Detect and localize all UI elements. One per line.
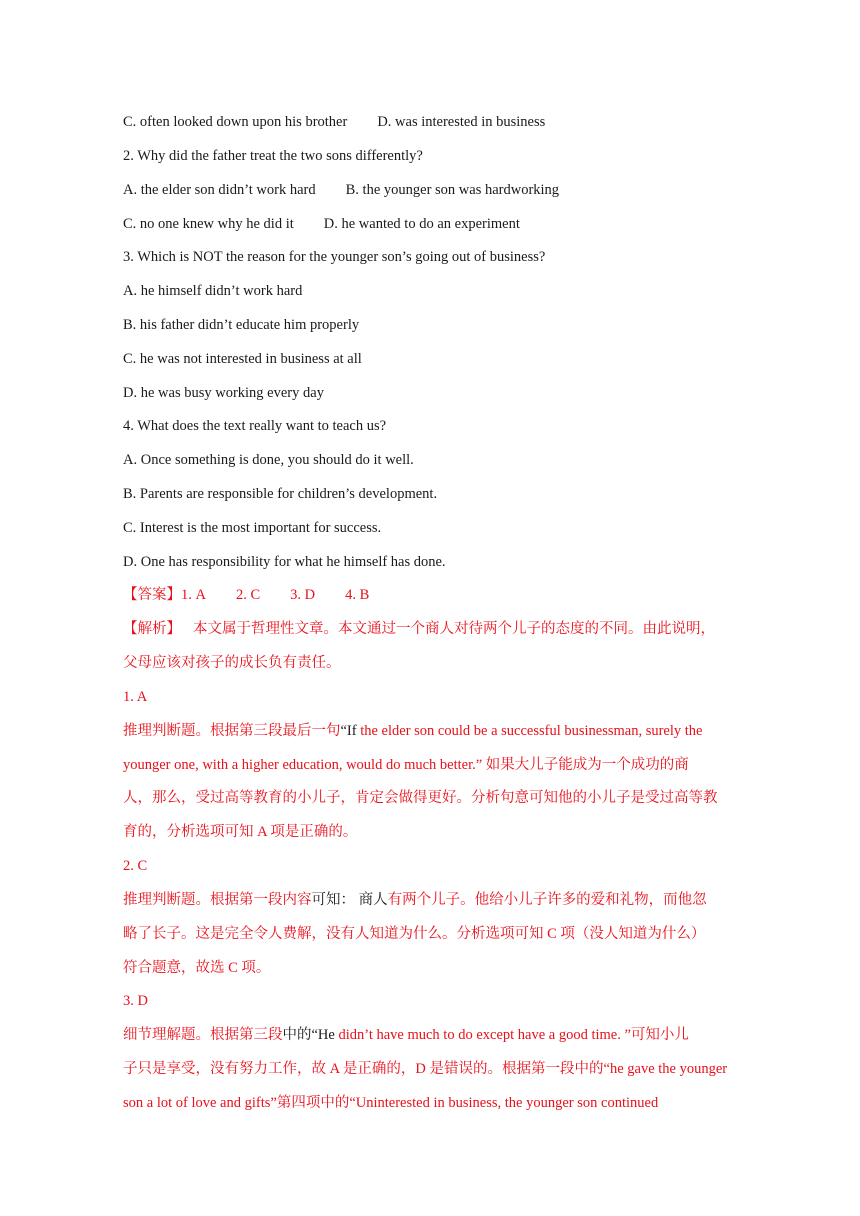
q3-option-a: A. he himself didn’t work hard [123,283,303,299]
explanation-3-line-2: 子只是享受，没有努力工作，故 A 是正确的，D 是错误的。根据第一段中的“he gave the younger [123,1061,728,1077]
explanation-text: 中的“He [282,1027,335,1043]
explanation-text: the elder son could be a successful businessman, surely the [356,723,703,739]
explanation-3-line-1 [123,1025,689,1045]
explanation-text: “If [340,723,357,739]
analysis-line-1 [123,619,715,639]
explanation-1-line-3: 人，那么，受过高等教育的小儿子，肯定会做得更好。分析句意可知他的小儿子是受过高等教 [123,790,718,806]
analysis-line-2: 父母应该对孩子的成长负有责任。 [123,655,341,671]
explanation-2-line-3: 符合题意，故选 C 项。 [123,960,271,976]
q1-option-d: D. was interested in business [377,114,546,130]
q1-options-cd [123,112,545,132]
answer-item: 2. C [235,587,261,603]
explanation-1-line-4: 育的，分析选项可知 A 项是正确的。 [123,824,358,840]
q2-option-c: C. no one knew why he did it [123,216,294,232]
q1-option-c: C. often looked down upon his brother [123,114,348,130]
q2-stem: 2. Why did the father treat the two sons differently? [123,148,423,164]
explanation-2-line-1 [123,890,707,910]
explanation-text: didn’t have much to do except have a good time. ”可知小儿 [334,1027,689,1043]
q4-option-b: B. Parents are responsible for children’s development. [123,486,438,502]
q3-stem: 3. Which is NOT the reason for the younger son’s going out of business? [123,249,546,265]
q3-option-d: D. he was busy working every day [123,385,324,401]
q2-option-d: D. he wanted to do an experiment [323,216,520,232]
explanation-2-line-2: 略了长子。这是完全令人费解，没有人知道为什么。分析选项可知 C 项（没人知道为什么） [123,926,706,942]
q3-option-b: B. his father didn’t educate him properly [123,317,360,333]
explanation-1-line-2: younger one, with a higher education, would do much better.” 如果大儿子能成为一个成功的商 [123,757,689,773]
explanation-text: 推理判断题。根据第一段内容 [123,892,312,908]
explanation-3-line-3: son a lot of love and gifts”第四项中的“Uninterested in business, the younger son continued [123,1095,659,1111]
explanation-1-number: 1. A [123,689,148,705]
explanation-text: 可知： 商人 [311,892,388,908]
answer-item: 1. A [181,587,206,603]
q2-options-ab [123,180,559,200]
explanation-text: 推理判断题。根据第三段最后一句 [123,723,341,739]
q2-option-a: A. the elder son didn’t work hard [123,182,316,198]
answer-item: 3. D [290,587,316,603]
analysis-label: 【解析】 [123,621,181,637]
explanation-text: 细节理解题。根据第三段 [123,1027,283,1043]
q2-options-cd [123,214,520,234]
explanation-text: 有两个儿子。他给小儿子许多的爱和礼物，而他忽 [387,892,707,908]
explanation-1-line-1 [123,721,703,741]
q4-option-c: C. Interest is the most important for success. [123,520,382,536]
q2-option-b: B. the younger son was hardworking [345,182,560,198]
explanation-3-number: 3. D [123,993,148,1009]
q4-option-d: D. One has responsibility for what he himself has done. [123,554,446,570]
q3-option-c: C. he was not interested in business at all [123,351,362,367]
answer-label: 【答案】 [123,587,181,603]
answer-item: 4. B [345,587,370,603]
analysis-text: 本文属于哲理性文章。本文通过一个商人对待两个儿子的态度的不同。由此说明， [193,621,715,637]
q4-stem: 4. What does the text really want to teach us? [123,418,387,434]
answer-line [123,585,369,605]
q4-option-a: A. Once something is done, you should do it well. [123,452,414,468]
explanation-2-number: 2. C [123,858,148,874]
